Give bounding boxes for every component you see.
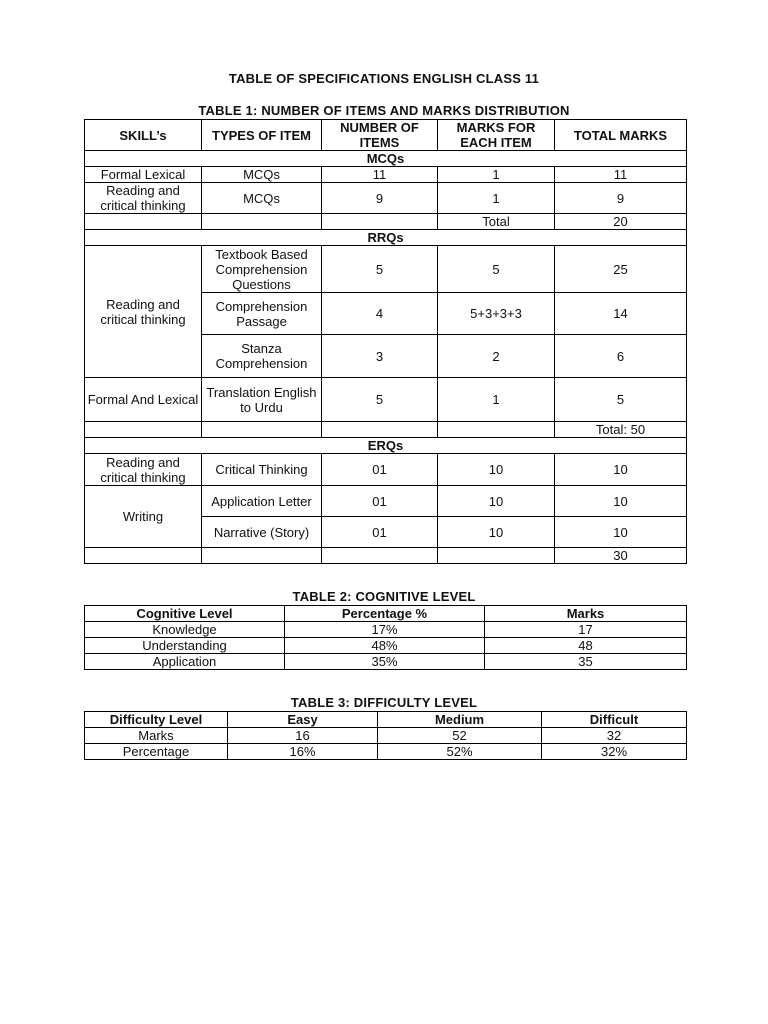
cell: 1 — [438, 167, 555, 183]
skill-cell: Formal And Lexical — [85, 378, 202, 422]
cell: Critical Thinking — [202, 454, 322, 486]
table1-header-row — [85, 120, 687, 151]
cell: 01 — [322, 517, 438, 548]
header-medium: Medium — [378, 712, 542, 728]
total-value: Total: 50 — [555, 422, 687, 438]
cell: 10 — [555, 486, 687, 517]
section-row-erqs — [85, 438, 687, 454]
table-row — [85, 744, 687, 760]
header-marks: Marks — [485, 606, 687, 622]
empty-cell — [85, 548, 202, 564]
header-number-of-items: NUMBER OF ITEMS — [322, 120, 438, 151]
cell: Narrative (Story) — [202, 517, 322, 548]
empty-cell — [322, 422, 438, 438]
empty-cell — [202, 422, 322, 438]
cell: 35% — [285, 654, 485, 670]
empty-cell — [438, 548, 555, 564]
header-skills: SKILL’s — [85, 120, 202, 151]
cell: Marks — [85, 728, 228, 744]
table-row — [85, 454, 687, 486]
section-row-mcqs — [85, 151, 687, 167]
cell: 32% — [542, 744, 687, 760]
section-row-rrqs — [85, 230, 687, 246]
header-percentage: Percentage % — [285, 606, 485, 622]
cell: Percentage — [85, 744, 228, 760]
cell: 1 — [438, 183, 555, 214]
header-difficulty-level: Difficulty Level — [85, 712, 228, 728]
items-marks-table — [84, 119, 687, 564]
cell: 2 — [438, 335, 555, 378]
cell: 11 — [555, 167, 687, 183]
cell: 5 — [322, 246, 438, 293]
cell: MCQs — [202, 167, 322, 183]
header-marks-each-item: MARKS FOR EACH ITEM — [438, 120, 555, 151]
skill-cell: Reading and critical thinking — [85, 454, 202, 486]
cell: 5 — [555, 378, 687, 422]
table-row — [85, 246, 687, 293]
section-label-erqs: ERQs — [85, 438, 687, 454]
cell: 16% — [228, 744, 378, 760]
document-title: TABLE OF SPECIFICATIONS ENGLISH CLASS 11 — [228, 71, 540, 86]
table2-caption: TABLE 2: COGNITIVE LEVEL — [292, 589, 476, 604]
skill-cell: Reading and critical thinking — [85, 246, 202, 378]
cell: 35 — [485, 654, 687, 670]
table-row — [85, 654, 687, 670]
cell: 1 — [438, 378, 555, 422]
table-row — [85, 638, 687, 654]
cell: 17% — [285, 622, 485, 638]
cell: 52 — [378, 728, 542, 744]
cell: 10 — [555, 454, 687, 486]
table-row — [85, 622, 687, 638]
cell: Application Letter — [202, 486, 322, 517]
cell: 3 — [322, 335, 438, 378]
cell: 9 — [555, 183, 687, 214]
mcqs-total-row — [85, 214, 687, 230]
cell: 5+3+3+3 — [438, 293, 555, 335]
empty-cell — [322, 214, 438, 230]
header-types-of-item: TYPES OF ITEM — [202, 120, 322, 151]
cell: Comprehension Passage — [202, 293, 322, 335]
empty-cell — [85, 214, 202, 230]
total-value: 30 — [555, 548, 687, 564]
cell: 11 — [322, 167, 438, 183]
cell: 01 — [322, 454, 438, 486]
cell: MCQs — [202, 183, 322, 214]
table-row — [85, 183, 687, 214]
table-row — [85, 167, 687, 183]
table-row — [85, 486, 687, 517]
cell: Stanza Comprehension — [202, 335, 322, 378]
section-label-mcqs: MCQs — [85, 151, 687, 167]
total-label: Total — [438, 214, 555, 230]
empty-cell — [322, 548, 438, 564]
cell: Knowledge — [85, 622, 285, 638]
cell: 5 — [322, 378, 438, 422]
cell: Translation English to Urdu — [202, 378, 322, 422]
empty-cell — [202, 548, 322, 564]
cell: 5 — [438, 246, 555, 293]
cell: 10 — [438, 454, 555, 486]
section-label-rrqs: RRQs — [85, 230, 687, 246]
cell: 14 — [555, 293, 687, 335]
empty-cell — [85, 422, 202, 438]
cell: 25 — [555, 246, 687, 293]
header-total-marks: TOTAL MARKS — [555, 120, 687, 151]
erqs-total-row — [85, 548, 687, 564]
cell: 10 — [438, 517, 555, 548]
cell: 48 — [485, 638, 687, 654]
header-cognitive-level: Cognitive Level — [85, 606, 285, 622]
empty-cell — [202, 214, 322, 230]
cell: Reading and critical thinking — [85, 183, 202, 214]
cell: Application — [85, 654, 285, 670]
cell: 17 — [485, 622, 687, 638]
cell: 9 — [322, 183, 438, 214]
table-row — [85, 728, 687, 744]
empty-cell — [438, 422, 555, 438]
table3-caption: TABLE 3: DIFFICULTY LEVEL — [290, 695, 478, 710]
table2-header-row — [85, 606, 687, 622]
header-difficult: Difficult — [542, 712, 687, 728]
cell: 48% — [285, 638, 485, 654]
cell: 6 — [555, 335, 687, 378]
cell: Textbook Based Comprehension Questions — [202, 246, 322, 293]
header-easy: Easy — [228, 712, 378, 728]
table1-caption: TABLE 1: NUMBER OF ITEMS AND MARKS DISTRIBUTION — [198, 103, 570, 118]
skill-cell: Writing — [85, 486, 202, 548]
cell: 01 — [322, 486, 438, 517]
rrqs-total-row — [85, 422, 687, 438]
cell: 52% — [378, 744, 542, 760]
cell: 10 — [555, 517, 687, 548]
cell: 16 — [228, 728, 378, 744]
table-row — [85, 378, 687, 422]
cell: Formal Lexical — [85, 167, 202, 183]
difficulty-level-table — [84, 711, 687, 760]
cell: Understanding — [85, 638, 285, 654]
table3-header-row — [85, 712, 687, 728]
total-value: 20 — [555, 214, 687, 230]
cell: 10 — [438, 486, 555, 517]
cell: 4 — [322, 293, 438, 335]
cell: 32 — [542, 728, 687, 744]
cognitive-level-table — [84, 605, 687, 670]
